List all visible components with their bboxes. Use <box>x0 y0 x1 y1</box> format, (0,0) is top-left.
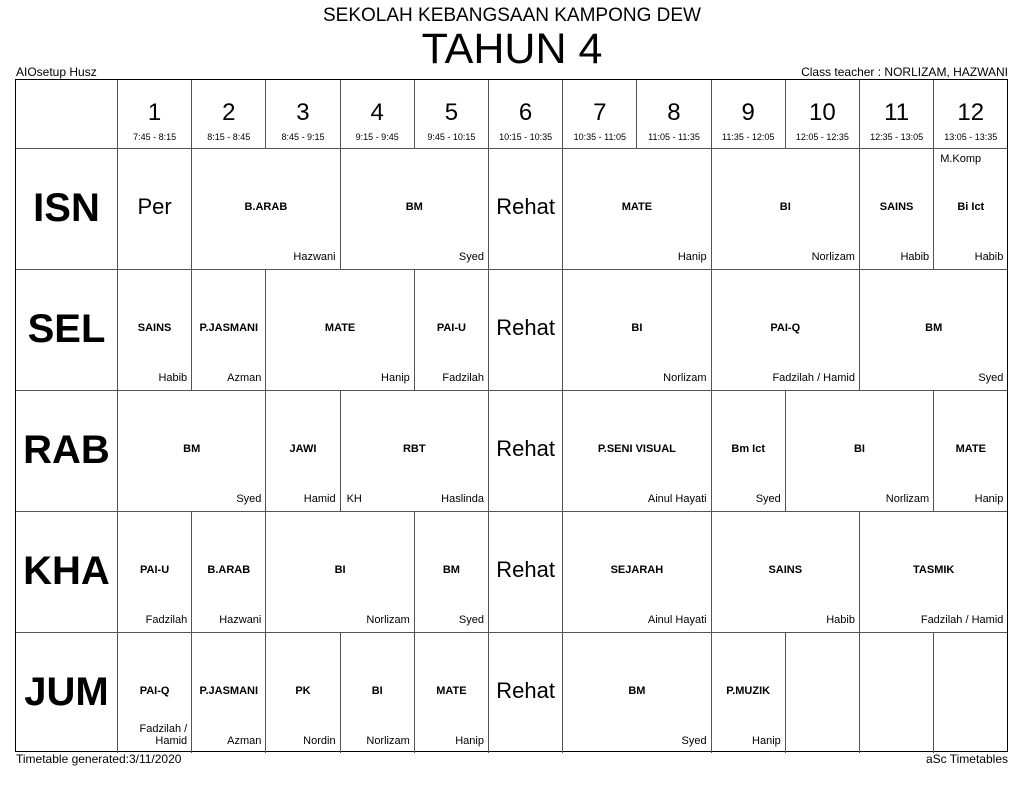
lesson-cell[interactable] <box>191 148 339 269</box>
lesson-subject: PAI-Q <box>770 322 801 334</box>
lesson-teacher-left: KH <box>346 493 362 505</box>
lesson-teacher: Norlizam <box>366 735 410 747</box>
period-number: 11 <box>884 99 910 126</box>
lesson-teacher: Syed <box>458 614 484 626</box>
period-time: 11:05 - 11:35 <box>648 132 700 142</box>
lesson-cell[interactable] <box>191 632 265 753</box>
period-time: 12:35 - 13:05 <box>870 132 924 142</box>
lesson-subject: PAI-Q <box>139 685 170 697</box>
lesson-subject: MATE <box>621 201 653 213</box>
lesson-cell[interactable] <box>859 511 1007 632</box>
lesson-cell[interactable] <box>562 269 710 390</box>
period-time: 9:15 - 9:45 <box>355 132 399 142</box>
lesson-cell[interactable] <box>191 269 265 390</box>
lesson-teacher: Hamid <box>303 493 336 505</box>
setup-label: AIOsetup Husz <box>16 65 97 79</box>
lesson-teacher: Hanip <box>752 735 781 747</box>
day-label: ISN <box>33 186 100 230</box>
period-header <box>488 80 562 148</box>
lesson-subject: BI <box>853 443 865 455</box>
period-header <box>636 80 710 148</box>
lesson-subject: Rehat <box>496 194 555 219</box>
lesson-cell[interactable] <box>340 632 414 753</box>
day-label: KHA <box>23 549 110 593</box>
lesson-cell[interactable] <box>117 148 191 269</box>
period-time: 13:05 - 13:35 <box>944 132 998 142</box>
lesson-teacher: Norlizam <box>885 493 930 505</box>
lesson-cell[interactable] <box>414 632 488 753</box>
lesson-cell[interactable] <box>117 269 191 390</box>
period-time: 10:35 - 11:05 <box>573 132 626 142</box>
period-time: 8:45 - 9:15 <box>281 132 325 142</box>
generated-date: Timetable generated:3/11/2020 <box>16 752 182 766</box>
lesson-cell[interactable] <box>117 632 191 753</box>
lesson-cell[interactable] <box>191 511 265 632</box>
lesson-subject: MATE <box>955 443 986 455</box>
lesson-teacher: Syed <box>978 372 1004 384</box>
lesson-subject: PAI-U <box>436 322 466 334</box>
lesson-subject: MATE <box>436 685 467 697</box>
lesson-cell[interactable] <box>933 148 1007 269</box>
period-header <box>265 80 339 148</box>
lesson-cell[interactable] <box>933 390 1007 511</box>
period-header <box>117 80 191 148</box>
lesson-teacher: Hanip <box>381 372 410 384</box>
lesson-teacher-line: Hamid <box>155 735 188 747</box>
period-header <box>414 80 488 148</box>
lesson-cell[interactable] <box>711 390 785 511</box>
lesson-subject: BM <box>925 322 943 334</box>
lesson-subject: Rehat <box>496 678 555 703</box>
lesson-cell[interactable] <box>488 632 562 753</box>
lesson-cell[interactable] <box>488 390 562 511</box>
lesson-subject: BM <box>628 685 646 697</box>
lesson-teacher: Syed <box>236 493 262 505</box>
period-number: 8 <box>667 99 681 126</box>
lesson-subject: JAWI <box>289 443 317 455</box>
lesson-teacher: Ainul Hayati <box>647 614 707 626</box>
lesson-teacher: Syed <box>458 251 484 263</box>
lesson-cell[interactable] <box>562 632 710 753</box>
lesson-cell[interactable] <box>265 511 413 632</box>
lesson-teacher: Hanip <box>974 493 1004 505</box>
lesson-subject: Rehat <box>496 436 555 461</box>
lesson-cell[interactable] <box>711 632 785 753</box>
period-time: 8:15 - 8:45 <box>207 132 251 142</box>
lesson-subject: Per <box>137 194 172 219</box>
vendor-label: aSc Timetables <box>925 752 1008 766</box>
lesson-teacher: Hazwani <box>219 614 262 626</box>
lesson-cell[interactable] <box>117 390 265 511</box>
lesson-teacher: Norlizam <box>811 251 855 263</box>
period-time: 11:35 - 12:05 <box>722 132 775 142</box>
lesson-teacher: Ainul Hayati <box>647 493 707 505</box>
lesson-cell[interactable] <box>711 511 859 632</box>
period-number: 2 <box>222 99 236 126</box>
lesson-cell[interactable] <box>562 148 710 269</box>
lesson-cell[interactable] <box>933 632 1007 753</box>
lesson-subject: Bi Ict <box>957 201 985 213</box>
period-header <box>340 80 414 148</box>
lesson-cell[interactable] <box>117 511 191 632</box>
lesson-teacher: Norlizam <box>663 372 707 384</box>
lesson-cell[interactable] <box>785 632 859 753</box>
lesson-teacher: Syed <box>681 735 707 747</box>
lesson-teacher-line: Fadzilah / <box>139 723 188 735</box>
lesson-subject: BI <box>334 564 346 576</box>
lesson-cell[interactable] <box>340 148 488 269</box>
lesson-subject: SEJARAH <box>610 564 664 576</box>
period-number: 6 <box>518 99 533 126</box>
lesson-teacher: Fadzilah / Hamid <box>772 372 855 384</box>
lesson-cell[interactable] <box>711 148 859 269</box>
lesson-teacher: Habib <box>900 251 930 263</box>
period-number: 3 <box>296 99 310 126</box>
lesson-teacher: Fadzilah <box>442 372 484 384</box>
lesson-subject: Rehat <box>496 315 555 340</box>
lesson-subject: PAI-U <box>140 564 170 576</box>
lesson-teacher: Habib <box>158 372 188 384</box>
period-header <box>785 80 859 148</box>
lesson-subject: BM <box>442 564 460 576</box>
day-label: SEL <box>27 307 106 351</box>
lesson-subject: BM <box>405 201 423 213</box>
day-label: RAB <box>23 428 110 472</box>
lesson-cell[interactable] <box>562 390 710 511</box>
lesson-cell[interactable] <box>265 390 339 511</box>
lesson-cell[interactable] <box>711 269 859 390</box>
period-time: 9:45 - 10:15 <box>427 132 476 142</box>
lesson-teacher: Azman <box>227 372 262 384</box>
lesson-subject: P.SENI VISUAL <box>597 443 676 455</box>
lesson-cell[interactable] <box>414 511 488 632</box>
lesson-subject: SAINS <box>879 201 914 213</box>
lesson-cell[interactable] <box>859 148 933 269</box>
lesson-subject: RBT <box>402 443 426 455</box>
lesson-teacher <box>139 723 187 747</box>
lesson-subject: B.ARAB <box>207 564 251 576</box>
period-number: 12 <box>957 99 985 126</box>
lesson-teacher: Hazwani <box>293 251 336 263</box>
lesson-cell[interactable] <box>340 390 488 511</box>
lesson-subject: P.MUZIK <box>726 685 771 697</box>
lesson-teacher: Haslinda <box>441 493 484 505</box>
period-header <box>933 80 1007 148</box>
lesson-teacher: Nordin <box>303 735 336 747</box>
lesson-subject: BI <box>371 685 383 697</box>
day-label: JUM <box>24 670 109 714</box>
period-header <box>859 80 933 148</box>
lesson-subject: Bm Ict <box>731 443 765 455</box>
lesson-cell[interactable] <box>265 632 339 753</box>
period-time: 10:15 - 10:35 <box>499 132 553 142</box>
period-number: 5 <box>444 99 459 126</box>
lesson-cell[interactable] <box>414 269 488 390</box>
lesson-cell[interactable] <box>488 511 562 632</box>
lesson-cell[interactable] <box>488 148 562 269</box>
lesson-teacher: Habib <box>826 614 855 626</box>
lesson-subject: SAINS <box>768 564 803 576</box>
lesson-cell[interactable] <box>859 632 933 753</box>
lesson-cell[interactable] <box>265 269 413 390</box>
school-name: SEKOLAH KEBANGSAAN KAMPONG DEW <box>323 5 701 26</box>
lesson-teacher: Syed <box>755 493 781 505</box>
period-number: 4 <box>370 99 384 126</box>
lesson-subject: SAINS <box>137 322 172 334</box>
class-teacher-label: Class teacher : NORLIZAM, HAZWANI <box>801 65 1008 79</box>
lesson-teacher: Hanip <box>677 251 707 263</box>
period-number: 10 <box>809 99 836 126</box>
lesson-subject: B.ARAB <box>244 201 288 213</box>
page-title: TAHUN 4 <box>421 25 603 73</box>
lesson-cell[interactable] <box>488 269 562 390</box>
lesson-teacher: Habib <box>974 251 1004 263</box>
period-header <box>711 80 785 148</box>
lesson-teacher: Azman <box>227 735 262 747</box>
period-header <box>562 80 636 148</box>
lesson-teacher: Fadzilah / Hamid <box>920 614 1004 626</box>
lesson-subject: Rehat <box>496 557 555 582</box>
lesson-subject: MATE <box>324 322 356 334</box>
lesson-subject: TASMIK <box>913 564 955 576</box>
period-header <box>191 80 265 148</box>
lesson-teacher: Hanip <box>455 735 484 747</box>
period-number: 9 <box>741 99 755 126</box>
timetable-grid <box>15 79 1008 752</box>
lesson-teacher: Fadzilah <box>145 614 188 626</box>
lesson-subject: BI <box>779 201 791 213</box>
lesson-cell[interactable] <box>859 269 1007 390</box>
period-number: 1 <box>147 99 162 126</box>
lesson-note: M.Komp <box>940 153 982 165</box>
period-time: 12:05 - 12:35 <box>795 132 849 142</box>
lesson-subject: P.JASMANI <box>199 322 259 334</box>
period-time: 7:45 - 8:15 <box>133 132 177 142</box>
lesson-teacher: Norlizam <box>366 614 410 626</box>
lesson-subject: BI <box>631 322 643 334</box>
lesson-subject: P.JASMANI <box>199 685 259 697</box>
lesson-subject: BM <box>183 443 201 455</box>
lesson-cell[interactable] <box>562 511 710 632</box>
lesson-cell[interactable] <box>785 390 933 511</box>
lesson-subject: PK <box>295 685 311 697</box>
period-number: 7 <box>593 99 607 126</box>
